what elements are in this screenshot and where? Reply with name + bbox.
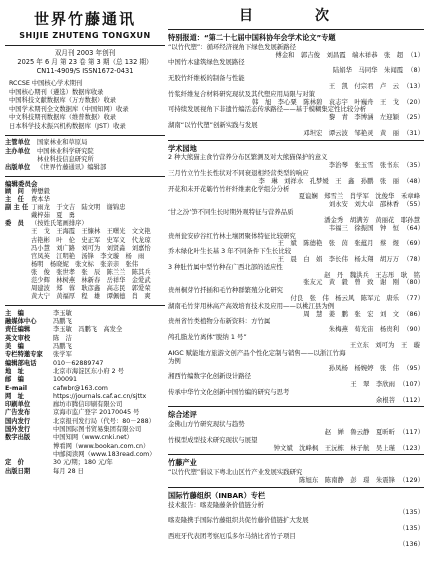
committee-members: 黄大宁 黄福厚 程 雄 谭佩德 肖 爽 bbox=[31, 292, 151, 300]
toc-title: 目 次 bbox=[239, 8, 353, 24]
committee-members: 范少辉 林树燕 林新春 岳祥华 金爱武 bbox=[31, 276, 151, 284]
publishing-label bbox=[5, 443, 51, 451]
publishing-label: 编辑部电话 bbox=[5, 359, 37, 367]
toc-entry bbox=[168, 318, 424, 334]
issue-line: 双月刊 2003 年创刊 bbox=[54, 48, 116, 57]
publishing-value: 张学军 bbox=[53, 351, 72, 359]
committee-row bbox=[5, 293, 165, 301]
entry-authors: 付良 张 伟 杨云风 陈军元 唐乐 bbox=[290, 294, 400, 303]
entry-authors bbox=[184, 541, 399, 549]
entry-title: 技术报告：喀麦隆藤条价值链分析 bbox=[168, 500, 264, 509]
committee-members: 官凤英 江明艳 汤锋 李文璇 杨 雨 bbox=[31, 252, 145, 260]
entry-title: 湖南毛竹芽用林高产高效培育技术及应用——以桃江县为例 bbox=[168, 301, 335, 310]
org-value: 林业科技信息研究所 bbox=[37, 155, 94, 163]
toc-entry bbox=[168, 350, 424, 358]
committee-heading: 编辑委员会 bbox=[5, 180, 38, 189]
toc-entry bbox=[168, 373, 424, 389]
toc-entry bbox=[168, 75, 424, 91]
entry-title: 三月竹立竹生长性状对不同衰退相经营类型的响应 bbox=[168, 169, 309, 178]
entry-page: （55） bbox=[403, 200, 424, 209]
committee-role bbox=[5, 245, 29, 253]
committee-role bbox=[5, 285, 29, 293]
toc-entry bbox=[168, 106, 424, 122]
committee-role bbox=[5, 269, 29, 277]
toc-section-title: 竹藤产业 bbox=[168, 458, 197, 468]
toc-entry bbox=[168, 154, 424, 170]
publishing-value: 中国知网（www.cnki.net） bbox=[53, 434, 133, 442]
committee-row bbox=[5, 253, 165, 261]
toc-entry bbox=[168, 170, 424, 186]
entry-meta bbox=[168, 445, 424, 453]
org-label: 主管单位 bbox=[5, 139, 31, 147]
committee-members: 古艳彬 叶 伦 史正军 史军义 代龙琼 bbox=[31, 236, 151, 244]
publishing-label: 专栏特邀专家 bbox=[5, 351, 43, 359]
committee-role bbox=[5, 253, 29, 261]
entry-authors: 赵 丹 魏洪兵 王志彤 耿 铭 bbox=[324, 270, 420, 279]
divider bbox=[5, 176, 165, 177]
publishing-row bbox=[5, 393, 165, 401]
publishing-row bbox=[5, 418, 165, 426]
publishing-row bbox=[5, 443, 165, 451]
entry-authors: 钟文斌 沈峰枫 王沅栋 林子航 吴上瑾 bbox=[273, 443, 396, 452]
publishing-value: 京海市监广登字 20170045 号 bbox=[53, 409, 140, 417]
publishing-label: 责任编辑 bbox=[5, 326, 31, 334]
journal-title: 世界竹藤通讯 bbox=[33, 10, 136, 28]
publishing-value: 博看网（www.bookan.com.cn） bbox=[53, 442, 150, 450]
entry-authors: 赵 婵 鲁云静 夏昕昕 bbox=[324, 427, 396, 436]
committee-role: 委 员 bbox=[5, 220, 24, 228]
entry-title: 为例 bbox=[168, 356, 181, 365]
committee-row bbox=[5, 277, 165, 285]
entry-page: （35） bbox=[403, 161, 424, 170]
entry-title: 竹模型成型技术研究现状与展望 bbox=[168, 435, 258, 444]
committee-role bbox=[5, 277, 29, 285]
entry-authors: 韩 旭 李心粟 陈林碧 袁志宇 叶巍舟 王 戈 bbox=[252, 97, 400, 106]
publishing-row bbox=[5, 434, 165, 442]
publishing-value: 冯鹏飞 bbox=[53, 343, 72, 351]
entry-authors: 潘金秀 胡满芳 黄丽花 耶孙慧 bbox=[324, 215, 420, 224]
entry-title: 无胶竹纤维板的制备与性能 bbox=[168, 74, 245, 83]
committee-members: 杨明 杨晓妮 张文标 张亲亲 张伟 bbox=[31, 260, 139, 268]
committee-list bbox=[5, 188, 165, 301]
toc-section-title: 综合述评 bbox=[168, 410, 197, 420]
section-rule bbox=[168, 406, 424, 407]
indexing-item: 中国核心期刊（遴选）数据库收录 bbox=[9, 88, 104, 96]
publishing-value: 中国国际图书贸易集团有限公司 bbox=[53, 426, 142, 434]
entry-page: （80） bbox=[403, 278, 424, 287]
entry-page: （129） bbox=[399, 476, 424, 485]
org-label bbox=[5, 156, 35, 164]
publishing-label: 主 编 bbox=[5, 309, 24, 317]
publishing-label: 融媒体中心 bbox=[5, 318, 37, 326]
section-rule bbox=[168, 487, 424, 488]
toc-sections bbox=[168, 29, 424, 548]
publishing-value: 010－62889747 bbox=[53, 359, 104, 367]
toc-entry bbox=[168, 122, 424, 138]
entry-authors: 刘永安 刘大卓 邵林香 bbox=[328, 200, 400, 209]
entry-authors: 夏谊娴 郑雪兰 肖学军 沈俊华 禾章峰 bbox=[298, 192, 420, 201]
toc-entry bbox=[168, 421, 424, 437]
committee-role: 主 任 bbox=[5, 196, 24, 204]
entry-page: （64） bbox=[403, 223, 424, 232]
committee-row bbox=[5, 261, 165, 269]
divider bbox=[5, 45, 165, 46]
indexing-item: 中文科技期刊数据库（维普数据）收录 bbox=[9, 114, 117, 122]
committee-members: 王 戈 王海霞 王慷林 王曙光 文文艳 bbox=[31, 228, 151, 236]
toc-entry bbox=[168, 517, 424, 533]
entry-authors: 李 琳 刘祥水 孔梦媛 王 鑫 孙鹏 张 丽 bbox=[258, 176, 400, 185]
publishing-label: 广告发布 bbox=[5, 409, 31, 417]
entry-page: （77） bbox=[403, 294, 424, 303]
publishing-label: 地 址 bbox=[5, 367, 24, 375]
org-label: 出版单位 bbox=[5, 163, 31, 171]
publishing-value: 冯鹏飞 bbox=[53, 318, 72, 326]
committee-row bbox=[5, 228, 165, 236]
entry-title: 贵州桐芽竹扦插和毛竹种群繁殖分化研究 bbox=[168, 286, 284, 295]
toc-entry bbox=[168, 59, 424, 75]
toc-entry bbox=[168, 287, 424, 303]
entry-title: 开花和未开花簕竹竹秆纤维素化学组分分析 bbox=[168, 184, 290, 193]
publishing-row bbox=[5, 376, 165, 384]
toc-entry bbox=[168, 233, 424, 249]
publishing-row bbox=[5, 451, 165, 459]
toc-section-title: 学术园地 bbox=[168, 143, 197, 153]
publishing-value: 北京市海淀区东小府 2 号 bbox=[53, 367, 124, 375]
toc-section-title: 特别报道：“第二十七届中国科协年会学术论文”专题 bbox=[168, 33, 336, 43]
publishing-value: 每月 28 日 bbox=[53, 467, 84, 475]
publishing-label: 国外发行 bbox=[5, 426, 31, 434]
entry-title: 湘西竹编数字化创新设计路径 bbox=[168, 372, 252, 381]
entry-authors: 邓坦宏 谭云波 邹艳灵 黄 丽 bbox=[303, 128, 400, 137]
committee-role: 顾 问 bbox=[5, 188, 24, 196]
publishing-row bbox=[5, 409, 165, 417]
entry-title: 贵州瓮安矽谷红竹林土壤团聚体特征比较研究 bbox=[168, 231, 296, 240]
table-of-contents bbox=[168, 6, 424, 548]
entry-title: 竹浆纤维复合材料研究现状及其代塑应用局限与对策 bbox=[168, 89, 315, 98]
publishing-value: 廊坊市腾信印刷有限公司 bbox=[53, 401, 123, 409]
org-value: 国家林业和草原局 bbox=[37, 139, 88, 147]
organization-info bbox=[5, 139, 165, 172]
entry-title: 3 种肚竹属中型竹种在广西北部的适应性 bbox=[168, 262, 283, 271]
entry-title: 湖南“以竹代塑”创新实践与发展 bbox=[168, 120, 258, 129]
publishing-value: 30 元/期；180 元/年 bbox=[53, 459, 113, 467]
publishing-value: 中邮阅读网（www.183read.com） bbox=[53, 450, 156, 458]
entry-page: （90） bbox=[403, 325, 424, 334]
entry-title: ‘甘之汾’笋不同生长时期外观特征与营养品质 bbox=[168, 208, 294, 217]
publishing-row bbox=[5, 326, 165, 334]
publishing-value: 陈 洁 bbox=[53, 334, 72, 342]
toc-entry bbox=[168, 248, 424, 264]
committee-row bbox=[5, 285, 165, 293]
entry-authors: 陈旭东 陈南静 彭 璟 朱震锋 bbox=[299, 476, 396, 485]
committee-row bbox=[5, 204, 165, 212]
publishing-label: E-mail bbox=[5, 384, 28, 392]
publishing-value: 李玉敏 bbox=[53, 309, 72, 317]
entry-page: （117） bbox=[399, 427, 424, 436]
entry-title: 鸬孔脂龙竹离体“脱纳 1 号” bbox=[168, 333, 247, 342]
entry-page: （112） bbox=[399, 395, 424, 404]
entry-meta bbox=[168, 130, 424, 138]
entry-page: （25） bbox=[403, 113, 424, 122]
committee-role bbox=[5, 293, 29, 301]
section-rule bbox=[168, 140, 424, 141]
publishing-value: https://journals.caf.ac.cn/sjttx bbox=[53, 392, 147, 400]
entry-title: 金佛山方竹研究现状与趋势 bbox=[168, 420, 245, 429]
toc-entry bbox=[168, 209, 424, 225]
issue-line: 2025 年 6 月 第 23 卷 第 3 期（总 132 期） bbox=[17, 57, 153, 66]
publishing-label: 定 价 bbox=[5, 459, 24, 467]
toc-entry bbox=[168, 533, 424, 549]
entry-authors: 陆娟华 马同华 朱闻霞 bbox=[332, 66, 404, 75]
entry-title: 喀麦隆携手国际竹藤组织共促竹藤价值链扩大发展 bbox=[168, 516, 309, 525]
entry-page: （86） bbox=[403, 309, 424, 318]
committee-members: （按姓氏笔画排序） bbox=[31, 220, 88, 228]
publishing-label: 数字出版 bbox=[5, 434, 31, 442]
indexing-item: 日本科学技术振兴机构数据库（JST）收录 bbox=[9, 122, 126, 130]
org-label: 主办单位 bbox=[5, 147, 31, 155]
entry-page: （69） bbox=[403, 239, 424, 248]
publishing-label: 印刷单位 bbox=[5, 401, 31, 409]
entry-page: （107） bbox=[399, 379, 424, 388]
indexing-item: 中国科技文献数据库（万方数据）收录 bbox=[9, 97, 117, 105]
publishing-label bbox=[5, 451, 51, 459]
publishing-label: 邮 编 bbox=[5, 376, 24, 384]
entry-authors: 王立东 刘可为 王 璇 bbox=[349, 340, 420, 349]
entry-meta bbox=[168, 477, 424, 485]
org-value: 中国林业科学研究院 bbox=[37, 147, 94, 155]
toc-entry bbox=[168, 502, 424, 518]
committee-members: 周建波 郑 蓉 耿彦鑫 高志民 郭爱荣 bbox=[31, 284, 151, 292]
journal-pinyin: SHIJIE ZHUTENG TONGXUN bbox=[19, 30, 151, 40]
committee-row bbox=[5, 188, 165, 196]
publishing-label: 美 编 bbox=[5, 343, 24, 351]
publishing-value: 北京报刊发行局（代号：80－288） bbox=[53, 417, 155, 425]
publishing-row bbox=[5, 335, 165, 343]
entry-authors: 孙凤杨 杨婉婷 张 伟 bbox=[328, 364, 400, 373]
entry-meta bbox=[168, 397, 424, 405]
issue-line: CN11-4909/S ISSN1672-0431 bbox=[36, 67, 134, 76]
committee-members: 丁雨龙 于文吉 陆文明 谢锦忠 bbox=[31, 204, 126, 212]
entry-title: “以竹代塑”倡议下粤北山区竹产业发展实践研究 bbox=[168, 468, 303, 477]
toc-entry bbox=[168, 389, 424, 405]
entry-page: （78） bbox=[403, 254, 424, 263]
toc-section-title: 国际竹藤组织（INBAR）专栏 bbox=[168, 490, 266, 500]
entry-authors: 王 凯 付宗君 卢 云 bbox=[328, 81, 400, 90]
indexing-list bbox=[5, 80, 165, 131]
entry-authors: 张友元 黄 毅 曾 致 谢 刚 bbox=[303, 278, 400, 287]
entry-authors: 傅金和 郭吉俊 刘昌霞 端木祥恭 张 超 bbox=[275, 50, 404, 59]
entry-authors: 王 晨 白 娟 李长伟 杨太翔 胡万万 bbox=[277, 254, 400, 263]
committee-row bbox=[5, 237, 165, 245]
entry-page: （123） bbox=[399, 443, 424, 452]
committee-role bbox=[5, 261, 29, 269]
masthead-column bbox=[5, 6, 165, 476]
entry-title: AIGC 赋能地方旅游文创产品个性化定制与销售——以浙江竹海 bbox=[168, 348, 346, 357]
divider bbox=[5, 135, 165, 136]
entry-page: （20） bbox=[403, 97, 424, 106]
entry-authors: 王 斌 陈德艳 张 茵 张蕴月 蔡 煜 bbox=[277, 239, 400, 248]
entry-page: （95） bbox=[403, 364, 424, 373]
entry-page: （1） bbox=[407, 50, 424, 59]
publishing-info bbox=[5, 310, 165, 476]
committee-members: 冯小慧 刘广路 刘可为 刘贤淼 刘嘉怡 bbox=[31, 244, 151, 252]
publishing-label: 英文审校 bbox=[5, 334, 31, 342]
entry-title: 乔木绿化叶生长基 3 年不同条件下生长比较 bbox=[168, 247, 292, 256]
entry-title: 中国竹木建筑绿色发展路径 bbox=[168, 58, 245, 67]
publishing-value: cafwbr@163.com bbox=[53, 384, 108, 392]
entry-authors: 朱梅燕 荀光宙 杨贵利 bbox=[328, 325, 400, 334]
entry-title: 传承中华竹文化创新中国竹编的研究与思考 bbox=[168, 387, 290, 396]
entry-authors: 李治琴 张玉雪 张书东 bbox=[328, 161, 400, 170]
entry-title: 可持续发展视角下非遗竹编活态传承路径——基于模糊集定性比较分析 bbox=[168, 105, 367, 114]
entry-page: （13） bbox=[403, 81, 424, 90]
entry-authors: 王 翠 李欣雨 bbox=[350, 379, 396, 388]
entry-title: 2 种大熊猫主食竹营养分布区繁测及对大熊猫保护的意义 bbox=[168, 153, 328, 162]
committee-role bbox=[5, 228, 29, 236]
divider bbox=[5, 305, 165, 306]
publishing-row bbox=[5, 385, 165, 393]
publishing-label: 网 址 bbox=[5, 392, 24, 400]
entry-page: （136） bbox=[399, 539, 424, 548]
committee-members: 张 俊 张世孝 张 辰 陈兰兰 陈其兵 bbox=[31, 268, 151, 276]
entry-page: （135） bbox=[399, 508, 424, 517]
committee-row bbox=[5, 245, 165, 253]
org-value: 《世界竹藤通讯》编辑部 bbox=[37, 163, 107, 171]
indexing-item: 中国学术期刊全文数据库（中国知网）收录 bbox=[9, 105, 129, 113]
committee-members: 傅懋毅 bbox=[31, 188, 50, 196]
committee-role: 副 主 任 bbox=[5, 204, 29, 212]
entry-page: （31） bbox=[403, 128, 424, 137]
entry-page: （8） bbox=[407, 66, 424, 75]
toc-entry bbox=[168, 334, 424, 350]
indexing-item: RCCSE 中国核心学术期刊 bbox=[9, 80, 83, 88]
entry-authors: 黎 青 李博涵 左迎颖 bbox=[328, 113, 400, 122]
toc-entry bbox=[168, 186, 424, 202]
publishing-row bbox=[5, 459, 165, 467]
toc-entry bbox=[168, 437, 424, 453]
entry-meta bbox=[168, 541, 424, 549]
publishing-row bbox=[5, 360, 165, 368]
publishing-row bbox=[5, 351, 165, 359]
publishing-row bbox=[5, 468, 165, 476]
toc-entry bbox=[168, 469, 424, 485]
section-rule bbox=[168, 29, 424, 30]
entry-page: （48） bbox=[403, 176, 424, 185]
entry-authors: 韦福三 徐振国 钟 恒 bbox=[328, 223, 400, 232]
publishing-label: 出版日期 bbox=[5, 467, 31, 475]
publishing-label: 国内发行 bbox=[5, 417, 31, 425]
committee-members: 费本华 bbox=[31, 196, 50, 204]
entry-title: 西班牙代表团考察厄瓜多尔马纳比省竹子项目 bbox=[168, 531, 296, 540]
publishing-row bbox=[5, 310, 165, 318]
entry-authors: 周 慧 姜 鹏 张 宏 刘 文 bbox=[303, 309, 400, 318]
publishing-value: 李玉敏 冯鹏飞 高发全 bbox=[53, 326, 123, 334]
section-rule bbox=[168, 454, 424, 455]
entry-title: “以竹代塑”：循环经济视角下绿色发展新路径 bbox=[168, 42, 297, 51]
committee-role bbox=[5, 237, 29, 245]
publishing-row bbox=[5, 368, 165, 376]
issue-info bbox=[5, 49, 165, 77]
toc-entry bbox=[168, 358, 424, 374]
entry-title: 贵州省竹类植物分布新资料：方竹属 bbox=[168, 317, 271, 326]
committee-members: 戴梓茹 夏 勇 bbox=[31, 212, 76, 220]
entry-page: （135） bbox=[399, 524, 424, 533]
committee-row bbox=[5, 269, 165, 277]
entry-authors: 余根菩 bbox=[375, 395, 396, 404]
publishing-value: 100091 bbox=[53, 376, 78, 384]
